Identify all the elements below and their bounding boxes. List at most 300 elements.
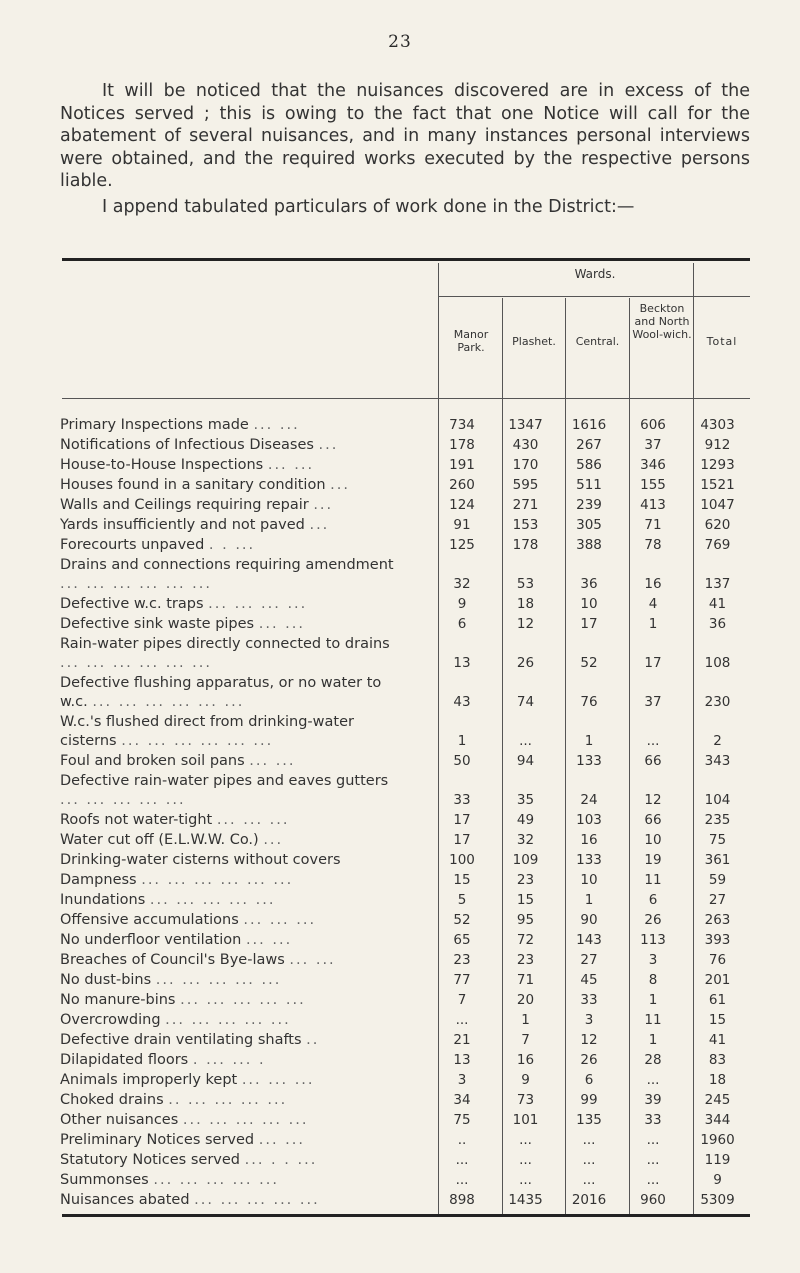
cell-value: 11 — [644, 1012, 662, 1028]
row-label — [60, 991, 430, 1011]
cell-value: 1 — [457, 733, 467, 749]
cell-value: 17 — [644, 655, 662, 671]
row-label-text: No underfloor ventilation — [60, 932, 242, 948]
cell-value: 101 — [512, 1112, 539, 1128]
cell-value: 263 — [704, 912, 731, 928]
cell-value: ... — [582, 1132, 596, 1148]
cell-value: 53 — [516, 576, 535, 592]
table-row — [60, 831, 750, 851]
cell-value: 1 — [648, 1032, 658, 1048]
row-label — [60, 1051, 430, 1071]
cell-value: 595 — [512, 477, 539, 493]
row-label — [60, 536, 430, 556]
cell-value: 74 — [516, 694, 535, 710]
cell-value: 7 — [457, 992, 467, 1008]
table-row — [60, 1151, 750, 1171]
row-label-text: Inundations — [60, 892, 146, 908]
cell-value: 75 — [453, 1112, 471, 1128]
cell-value: 17 — [580, 616, 598, 632]
table-row — [60, 971, 750, 991]
row-label — [60, 456, 430, 476]
cell-value: 1 — [648, 616, 658, 632]
row-label-text: Foul and broken soil pans — [60, 753, 245, 769]
row-label-text: Defective rain-water pipes and eaves gutters — [60, 773, 389, 789]
leader-dots: ... ... ... ... ... — [194, 1192, 320, 1208]
cell-value: 6 — [457, 616, 467, 632]
cell-value: 72 — [516, 932, 535, 948]
cell-value: 1293 — [700, 457, 735, 473]
cell-value: 511 — [576, 477, 602, 493]
row-label-text: Defective sink waste pipes — [60, 616, 255, 632]
cell-value: 16 — [644, 576, 662, 592]
cell-value: 78 — [644, 537, 662, 553]
row-label — [60, 635, 430, 674]
wards-header-rule — [438, 296, 750, 297]
row-label — [60, 1111, 430, 1131]
row-label-text: No manure-bins — [60, 992, 176, 1008]
cell-value: 13 — [453, 1052, 471, 1068]
row-label-text: No dust-bins — [60, 972, 152, 988]
leader-dots: ... — [313, 497, 334, 513]
cell-value: 37 — [644, 437, 662, 453]
table-row — [60, 1071, 750, 1091]
row-label — [60, 1031, 430, 1051]
cell-value: 119 — [704, 1152, 731, 1168]
cell-value: 393 — [704, 932, 731, 948]
cell-value: 18 — [708, 1072, 727, 1088]
cell-value: ... — [519, 1172, 532, 1188]
cell-value: 99 — [580, 1092, 598, 1108]
table-row — [60, 1111, 750, 1131]
cell-value: 23 — [516, 872, 535, 888]
cell-value: 20 — [516, 992, 535, 1008]
table-row — [60, 911, 750, 931]
cell-value: 143 — [576, 932, 602, 948]
row-label-text: Roofs not water-tight — [60, 812, 213, 828]
cell-value: 61 — [708, 992, 727, 1008]
cell-value: 18 — [516, 596, 535, 612]
leader-dots: ... ... ... ... ... — [153, 1172, 279, 1188]
table-bottom-rule — [62, 1214, 750, 1217]
row-label-text: Defective w.c. traps — [60, 596, 204, 612]
cell-value: 912 — [704, 437, 731, 453]
leader-dots: ... . . ... — [244, 1152, 318, 1168]
append-paragraph: I append tabulated particulars of work done in the District:— — [102, 197, 635, 217]
cell-value: 155 — [640, 477, 666, 493]
row-label-text: Notifications of Infectious Diseases — [60, 437, 314, 453]
leader-dots: ... ... ... — [241, 1072, 315, 1088]
cell-value: 17 — [453, 812, 471, 828]
table-row — [60, 1171, 750, 1191]
table-row — [60, 951, 750, 971]
cell-value: 23 — [516, 952, 535, 968]
row-label-text: Overcrowding — [60, 1012, 161, 1028]
leader-dots: .. ... ... ... ... — [168, 1092, 288, 1108]
cell-value: 113 — [640, 932, 666, 948]
cell-value: 76 — [580, 694, 598, 710]
row-label — [60, 713, 430, 752]
row-label — [60, 811, 430, 831]
cell-value: 1521 — [700, 477, 735, 493]
cell-value: 9 — [521, 1072, 530, 1088]
cell-value: 6 — [648, 892, 658, 908]
cell-value: 16 — [580, 832, 598, 848]
row-label-text: Yards insufficiently and not paved — [60, 517, 305, 533]
row-label — [60, 556, 430, 595]
table-row — [60, 931, 750, 951]
row-label-text: Primary Inspections made — [60, 417, 249, 433]
cell-value: 2 — [713, 733, 722, 749]
row-label-text: House-to-House Inspections — [60, 457, 264, 473]
row-label — [60, 891, 430, 911]
cell-value: 37 — [644, 694, 662, 710]
cell-value: 28 — [644, 1052, 662, 1068]
leader-dots: ... ... ... ... ... — [165, 1012, 291, 1028]
intro-paragraph: It will be noticed that the nuisances discovered are in excess of the Notices served ; this is owing to the fact that one Notice will call for the abatement of several nuisances, and in many instances personal interviews were obtained, and the required works executed by the respective persons liable. — [60, 81, 750, 191]
table-row — [60, 891, 750, 911]
row-label-text: Breaches of Council's Bye-laws — [60, 952, 285, 968]
cell-value: 90 — [580, 912, 598, 928]
row-label-text: Defective flushing apparatus, or no water to w.c. — [60, 675, 382, 710]
table-row — [60, 713, 750, 752]
leader-dots: ... ... ... ... — [208, 596, 308, 612]
cell-value: 1 — [648, 992, 658, 1008]
row-label — [60, 1071, 430, 1091]
leader-dots: ... ... ... ... ... — [155, 972, 282, 988]
cell-value: 620 — [704, 517, 731, 533]
header-bottom-rule — [62, 398, 750, 399]
cell-value: 95 — [516, 912, 535, 928]
row-label — [60, 595, 430, 615]
cell-value: 5 — [457, 892, 467, 908]
leader-dots: ... ... ... ... ... ... — [121, 733, 274, 749]
cell-value: 960 — [640, 1192, 666, 1208]
cell-value: 6 — [584, 1072, 594, 1088]
cell-value: 271 — [512, 497, 539, 513]
row-label — [60, 772, 430, 811]
cell-value: 26 — [644, 912, 662, 928]
leader-dots: ... ... — [267, 457, 315, 473]
row-label-text: Preliminary Notices served — [60, 1132, 255, 1148]
leader-dots: ... ... ... ... ... — [180, 992, 306, 1008]
table-row — [60, 595, 750, 615]
cell-value: 13 — [453, 655, 471, 671]
cell-value: 39 — [644, 1092, 662, 1108]
cell-value: 133 — [576, 753, 602, 769]
cell-value: 606 — [640, 417, 666, 433]
cell-value: 1616 — [571, 417, 607, 433]
column-header-plashet: Plashet. — [512, 335, 556, 348]
cell-value: 23 — [453, 952, 471, 968]
cell-value: 124 — [449, 497, 475, 513]
cell-value: ... — [519, 1132, 532, 1148]
cell-value: 109 — [512, 852, 539, 868]
table-row — [60, 811, 750, 831]
leader-dots: ... — [330, 477, 350, 493]
cell-value: 9 — [713, 1172, 722, 1188]
row-label — [60, 1191, 430, 1211]
cell-value: 36 — [708, 616, 727, 632]
leader-dots: ... ... ... — [216, 812, 290, 828]
table-row — [60, 436, 750, 456]
leader-dots: ... — [318, 437, 339, 453]
cell-value: ... — [646, 1172, 660, 1188]
cell-value: 1 — [584, 892, 594, 908]
cell-value: 153 — [512, 517, 539, 533]
cell-value: 100 — [449, 852, 475, 868]
cell-value: 59 — [708, 872, 727, 888]
page-number: 23 — [388, 32, 412, 52]
table-row — [60, 752, 750, 772]
row-label-text: Drains and connections requiring amendment — [60, 557, 394, 573]
cell-value: ... — [519, 733, 532, 749]
cell-value: 49 — [516, 812, 535, 828]
cell-value: 12 — [580, 1032, 598, 1048]
cell-value: ... — [646, 1072, 660, 1088]
cell-value: 239 — [576, 497, 602, 513]
cell-value: 11 — [644, 872, 662, 888]
leader-dots: . . ... — [208, 537, 256, 553]
table-row — [60, 536, 750, 556]
table-row — [60, 991, 750, 1011]
cell-value: 9 — [457, 596, 467, 612]
leader-dots: ... ... ... ... ... ... — [60, 655, 213, 671]
cell-value: 1 — [584, 733, 594, 749]
cell-value: 17 — [453, 832, 471, 848]
cell-value: 104 — [704, 792, 731, 808]
row-label — [60, 476, 430, 496]
row-label — [60, 851, 430, 871]
leader-dots: ... ... ... ... ... ... — [141, 872, 294, 888]
table-row — [60, 516, 750, 536]
cell-value: ... — [455, 1172, 469, 1188]
cell-value: 21 — [453, 1032, 471, 1048]
row-label-text: Animals improperly kept — [60, 1072, 238, 1088]
cell-value: 267 — [576, 437, 602, 453]
leader-dots: ... ... — [289, 952, 336, 968]
table-row — [60, 615, 750, 635]
leader-dots: ... — [263, 832, 284, 848]
cell-value: 103 — [576, 812, 602, 828]
cell-value: 245 — [704, 1092, 731, 1108]
row-label — [60, 496, 430, 516]
cell-value: 15 — [453, 872, 471, 888]
leader-dots: .. — [306, 1032, 320, 1048]
cell-value: 305 — [576, 517, 602, 533]
row-label-text: Defective drain ventilating shafts — [60, 1032, 302, 1048]
cell-value: 15 — [708, 1012, 727, 1028]
cell-value: ... — [455, 1012, 469, 1028]
cell-value: 8 — [648, 972, 658, 988]
row-label-text: Water cut off (E.L.W.W. Co.) — [60, 832, 259, 848]
cell-value: 76 — [708, 952, 727, 968]
cell-value: 3 — [457, 1072, 467, 1088]
cell-value: 1 — [521, 1012, 530, 1028]
cell-value: 24 — [580, 792, 598, 808]
table-row — [60, 851, 750, 871]
cell-value: 201 — [704, 972, 731, 988]
cell-value: 346 — [640, 457, 666, 473]
cell-value: 7 — [521, 1032, 530, 1048]
column-header-beckton-north-woolwich: Beckton and North Wool-wich. — [632, 302, 692, 341]
cell-value: 769 — [704, 537, 731, 553]
cell-value: 26 — [516, 655, 535, 671]
cell-value: 36 — [580, 576, 598, 592]
leader-dots: ... ... — [258, 616, 305, 632]
cell-value: 33 — [644, 1112, 662, 1128]
row-label — [60, 1151, 430, 1171]
cell-value: .. — [457, 1132, 467, 1148]
table-row — [60, 456, 750, 476]
table-body — [60, 416, 750, 1211]
wards-group-header: Wards. — [574, 267, 616, 281]
row-label-text: Statutory Notices served — [60, 1152, 240, 1168]
row-label — [60, 1091, 430, 1111]
cell-value: 734 — [449, 417, 475, 433]
leader-dots: ... ... — [249, 753, 296, 769]
cell-value: ... — [519, 1152, 532, 1168]
row-label-text: W.c.'s flushed direct from drinking-water cisterns — [60, 714, 354, 749]
cell-value: 586 — [576, 457, 602, 473]
cell-value: 125 — [449, 537, 475, 553]
cell-value: 43 — [453, 694, 471, 710]
cell-value: 71 — [644, 517, 662, 533]
cell-value: 3 — [584, 1012, 594, 1028]
row-label — [60, 752, 430, 772]
cell-value: 344 — [704, 1112, 731, 1128]
row-label — [60, 951, 430, 971]
row-label-text: Choked drains — [60, 1092, 164, 1108]
cell-value: 66 — [644, 812, 662, 828]
cell-value: 10 — [644, 832, 662, 848]
cell-value: 2016 — [571, 1192, 607, 1208]
table-row — [60, 1031, 750, 1051]
cell-value: 52 — [453, 912, 471, 928]
row-label — [60, 1131, 430, 1151]
cell-value: 230 — [704, 694, 731, 710]
row-label — [60, 615, 430, 635]
leader-dots: ... — [309, 517, 330, 533]
cell-value: 12 — [516, 616, 535, 632]
cell-value: 135 — [576, 1112, 602, 1128]
cell-value: 66 — [644, 753, 662, 769]
cell-value: 52 — [580, 655, 598, 671]
leader-dots: ... ... — [253, 417, 300, 433]
cell-value: 27 — [580, 952, 598, 968]
cell-value: 71 — [516, 972, 535, 988]
cell-value: 32 — [453, 576, 471, 592]
table-row — [60, 556, 750, 595]
cell-value: 33 — [453, 792, 471, 808]
column-header-total: Total — [706, 335, 738, 348]
cell-value: 235 — [704, 812, 731, 828]
cell-value: 137 — [704, 576, 731, 592]
cell-value: 170 — [512, 457, 539, 473]
row-label-text: Forecourts unpaved — [60, 537, 205, 553]
row-label-text: Dampness — [60, 872, 137, 888]
cell-value: ... — [646, 733, 660, 749]
table-row — [60, 1011, 750, 1031]
cell-value: 133 — [576, 852, 602, 868]
cell-value: 77 — [453, 972, 471, 988]
column-header-central: Central. — [575, 335, 620, 348]
cell-value: ... — [455, 1152, 469, 1168]
row-label — [60, 674, 430, 713]
table-row — [60, 1131, 750, 1151]
row-label — [60, 416, 430, 436]
cell-value: 343 — [704, 753, 731, 769]
cell-value: 15 — [516, 892, 535, 908]
cell-value: 1435 — [508, 1192, 543, 1208]
row-label-text: Dilapidated floors — [60, 1052, 189, 1068]
cell-value: 19 — [644, 852, 662, 868]
cell-value: 73 — [516, 1092, 535, 1108]
leader-dots: ... ... — [258, 1132, 305, 1148]
cell-value: 94 — [516, 753, 535, 769]
cell-value: 898 — [449, 1192, 475, 1208]
row-label — [60, 931, 430, 951]
cell-value: ... — [646, 1152, 660, 1168]
cell-value: 10 — [580, 596, 598, 612]
leader-dots: ... ... ... ... ... ... — [92, 694, 245, 710]
cell-value: 26 — [580, 1052, 598, 1068]
cell-value: 32 — [516, 832, 535, 848]
leader-dots: ... ... — [245, 932, 293, 948]
table-row — [60, 1091, 750, 1111]
row-label — [60, 831, 430, 851]
cell-value: 3 — [648, 952, 658, 968]
table-row — [60, 635, 750, 674]
cell-value: 178 — [512, 537, 539, 553]
row-label-text: Rain-water pipes directly connected to drains — [60, 636, 390, 652]
row-label — [60, 1171, 430, 1191]
table-row — [60, 416, 750, 436]
row-label-text: Offensive accumulations — [60, 912, 239, 928]
cell-value: 430 — [512, 437, 539, 453]
leader-dots: ... ... ... — [243, 912, 317, 928]
row-label-text: Summonses — [60, 1172, 149, 1188]
cell-value: 12 — [644, 792, 662, 808]
cell-value: 178 — [449, 437, 475, 453]
table-row — [60, 1051, 750, 1071]
table-top-rule — [62, 258, 750, 261]
leader-dots: ... ... ... ... ... — [182, 1112, 309, 1128]
leader-dots: ... ... ... ... ... — [149, 892, 276, 908]
cell-value: 27 — [708, 892, 727, 908]
leader-dots: ... ... ... ... ... ... — [60, 576, 213, 592]
cell-value: 41 — [708, 596, 727, 612]
cell-value: 45 — [580, 972, 598, 988]
cell-value: ... — [646, 1132, 660, 1148]
row-label-text: Other nuisances — [60, 1112, 179, 1128]
row-label-text: Walls and Ceilings requiring repair — [60, 497, 309, 513]
row-label-text: Houses found in a sanitary condition — [60, 477, 326, 493]
row-label — [60, 911, 430, 931]
cell-value: 33 — [580, 992, 598, 1008]
cell-value: 83 — [708, 1052, 727, 1068]
cell-value: 361 — [704, 852, 731, 868]
cell-value: 65 — [453, 932, 471, 948]
cell-value: ... — [582, 1172, 596, 1188]
cell-value: 50 — [453, 753, 471, 769]
cell-value: 388 — [576, 537, 602, 553]
table-row — [60, 496, 750, 516]
row-label — [60, 1011, 430, 1031]
row-label — [60, 436, 430, 456]
cell-value: 10 — [580, 872, 598, 888]
cell-value: 1047 — [700, 497, 735, 513]
table-row — [60, 674, 750, 713]
